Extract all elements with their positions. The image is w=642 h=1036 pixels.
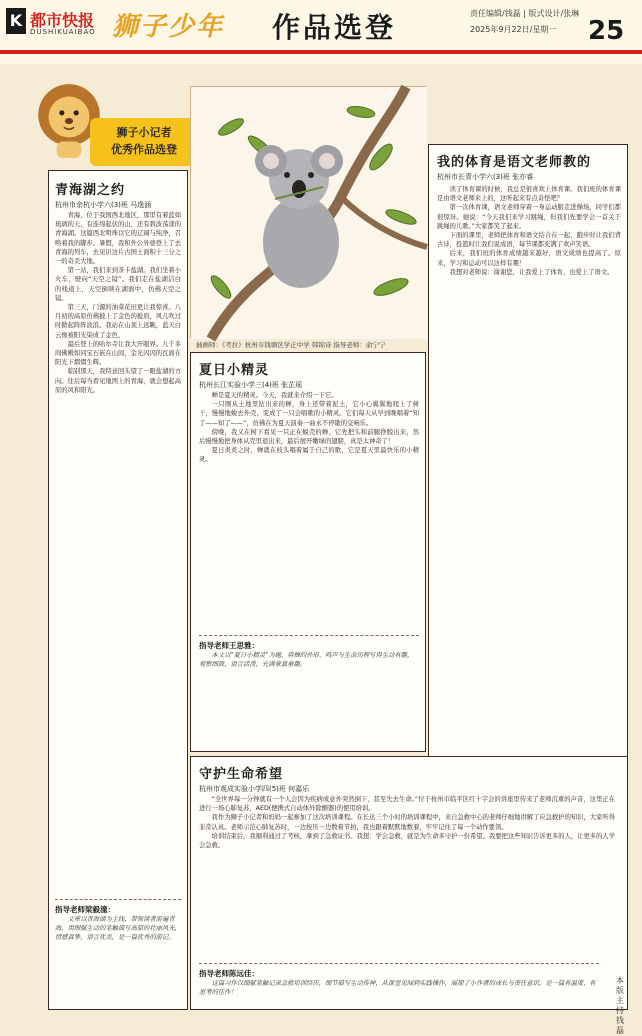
header-rule — [0, 50, 642, 54]
brand-title: 狮子少年 — [112, 12, 225, 42]
teacher-comment — [55, 899, 181, 942]
paragraph: 青海，位于我国西北地区，那里有着蓝如琉璃的天，有连绵起伏的山，还有碧波荡漾的青海湖。这篇西北明珠以它的辽阔与纯净，召唤着我的脚步。暑假，我和外公外婆登上了去青海的列车，去见识这片古国土面积十三分之一的奇美大地。 — [55, 212, 181, 266]
essay-title: 夏日小精灵 — [199, 363, 270, 378]
issue-date: 2025年9月22日/星期一 — [470, 25, 557, 34]
paragraph: 傍晚，我又在树下看见一只正在蜕壳的蝉，它先把头和前腿挣脱出来，然后慢慢地把身体从壳里退出来，最后展开嫩绿的翅膀，真是太神奇了！ — [199, 428, 419, 446]
paragraph: 临别那天，我特意回头望了一眼盐湖的方向。往后每当看见地图上的青海，就会想起高原的风和阳光。 — [55, 368, 181, 394]
paragraph: 一只刚从土地里钻出来的蝉，身上还带着泥土，它小心翼翼地爬上了树干，慢慢地蜕去外壳，变成了一只会唱歌的小精灵。它们每天从早到晚唱着“知了——知了——”，仿佛在为夏天演奏一曲永不停歇的交响乐。 — [199, 401, 419, 427]
paragraph: 第一站，我们来到茶卡盐湖。我们坐着小火车，驶向“天空之镜”。我们走在盐湖洁白的栈道上，天空倒映在湖面中，仿佛天空之镜。 — [55, 267, 181, 302]
paragraph: 读了体育课的时候，我总是很喜欢上体育课。我们班的体育课是由语文老师来上的，这听起来有点奇怪吧？ — [437, 186, 621, 203]
editor-note: 本版主持 钱磊 — [616, 976, 624, 1035]
essay-title: 青海湖之约 — [55, 183, 126, 198]
essay-title: 我的体育是语文老师教的 — [437, 155, 592, 170]
comment-title: 指导老师梁毅潼： — [55, 905, 115, 914]
paragraph: “全世界每一分钟就有一个人会因为疾病或意外突然倒下，甚至失去生命。”位于杭州市临平区红十字会的讲座里传来了老师沉重的声音，这里正在进行一场心肺复苏、AED(便携式自动体外除颤器)的使用培训。 — [199, 796, 615, 813]
comment-title: 指导老师王思雅： — [199, 641, 259, 650]
paragraph: 夏日炎炎之时，蝉就在枝头唱着属于自己的歌，它是夏天里最快乐的小精灵。 — [199, 447, 419, 464]
editor-credits: 责任编辑/钱磊 | 版式设计/张琳 — [470, 9, 580, 18]
essay-byline: 杭州长江实验小学三(4)班 张芷瑶 — [199, 381, 303, 389]
illustration-caption: 插画师：《考拉》杭州市钱塘区学正中学 韩锦诗 指导老师：俞宁宁 — [196, 341, 386, 349]
essay-summer — [190, 352, 426, 752]
paragraph: 培训结束后，我顺利通过了考核，拿到了急救证书。我想：学会急救，就是为生命多守护一份希望。我要把这些知识告诉更多的人，让更多的人学会急救。 — [199, 832, 615, 850]
logo-name: 都市快报 — [30, 11, 95, 30]
badge-line1: 狮子小记者 — [116, 126, 172, 139]
reporter-badge — [90, 118, 198, 166]
essay-byline: 杭州市观成实验小学四(5)班 何嘉乐 — [199, 785, 310, 793]
logo-mark: K — [6, 8, 26, 34]
comment-text: 本文以“夏日小精灵”为题，将蝉的外形、鸣声与生命历程写得生动有趣，观察细致，语言活泼，充满童真童趣。 — [199, 652, 414, 668]
page-title: 作品选登 — [272, 11, 397, 44]
essay-qinghai — [48, 170, 188, 1010]
koala-illustration — [190, 86, 426, 338]
essay-byline: 杭州市长青小学六(3)班 张亦睿 — [437, 173, 534, 181]
essay-byline: 杭州市余杭小学六(3)班 马逸涵 — [55, 201, 152, 209]
teacher-comment — [199, 635, 419, 669]
paragraph: 第一次体育课，语文老师穿着一身运动服走进操场，同学们都很惊讶。她说：“今天我们来学习跳绳，但我们先要学会一首关于跳绳的儿歌。”大家都笑了起来。 — [437, 204, 621, 230]
paragraph: 后来，我们班的体育成绩越来越好，语文成绩也提高了。原来，学习和运动可以这样有趣！ — [437, 250, 621, 267]
badge-line2: 优秀作品选登 — [111, 143, 177, 156]
essay-title: 守护生命希望 — [199, 767, 284, 782]
newspaper-logo — [6, 8, 102, 42]
comment-text: 这篇习作以细腻笔触记录急救培训经历，细节描写生动传神，从课堂见闻到实践操作，展现了小作者的成长与责任意识，是一篇有温度、有思考的佳作！ — [199, 980, 596, 996]
paragraph: 最后登上的哈尔寺让我大开眼界。九千多间佛殿如同宝石嵌在山间，金光闪闪的瓦面在阳光下熠熠生辉。 — [55, 340, 181, 367]
comment-text: 文章以青海湖为主线，带领读者游遍青海，用细腻生动的笔触描写高原的壮丽风光，情感真挚，语言优美，是一篇优秀的游记。 — [55, 916, 181, 941]
logo-english: DUSHIKUAIBAO — [30, 28, 96, 36]
paragraph: 第三天，门源的油菜花田更让我惊喜。八月初的高原仿佛披上了金色的披肩，风儿吹过时掀起阵阵波浪。我站在山顶上远眺，蓝天白云像被阳光染成了金色， — [55, 304, 181, 339]
comment-title: 指导老师陈远佳： — [199, 969, 259, 978]
essay-guardian — [190, 756, 628, 1010]
koala-drawing — [191, 87, 427, 339]
page-number: 25 — [588, 16, 625, 46]
paragraph: 下面的课里，老师把体育和语文结合在一起，跑步时让我们背古诗，投篮时让我们说成语，每节课都充满了欢声笑语。 — [437, 232, 621, 249]
paragraph: 我作为狮子小记者和妈妈一起参加了这次培训课程。在长达三个小时的培训课程中，来自急救中心的老师仔细地讲解了应急救护的知识，大家听得非常认真。老师示范心肺复苏时，一边按压一边数着节拍，我也跟着默默地数着，牢牢记住了每一个动作要领。 — [199, 814, 615, 831]
teacher-comment — [199, 963, 599, 997]
paragraph: 我想对老师说：谢谢您，让我爱上了体育，也爱上了语文。 — [449, 268, 614, 276]
paragraph: 蝉是夏天的精灵。今天，我就来介绍一下它。 — [211, 392, 338, 399]
